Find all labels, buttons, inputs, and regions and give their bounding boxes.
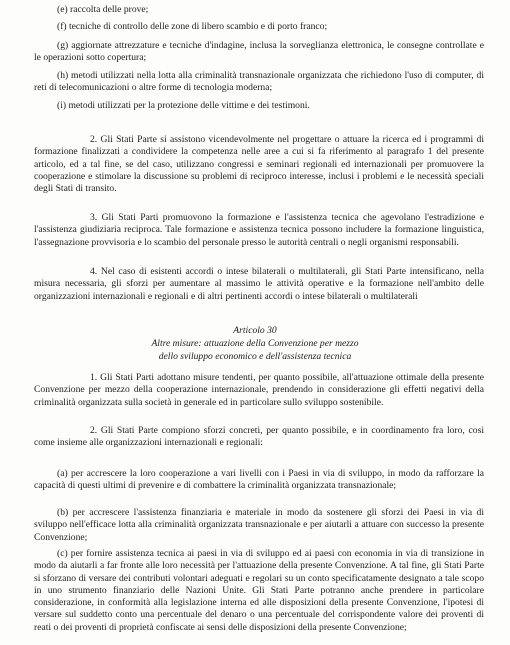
paragraph-4: 4. Nel caso di esistenti accordi o intese bilaterali o multilaterali, gli Stati Parte intensificano, nella misura necessaria, gli sforzi per aumentare al massimo le attività operative e la formazione nell'ambito delle organizzazioni internazionali e regionali e di altri pertinenti accordi o intese bilaterali o multilaterali	[34, 266, 484, 302]
article-item-a: (a) per accrescere la loro cooperazione a vari livelli con i Paesi in via di sviluppo, in modo da rafforzare la capacità di questi ultimi di prevenire e di combattere la criminalità organizzata transnazionale;	[34, 468, 484, 492]
article-title-line1: Altre misure: attuazione della Convenzione per mezzo	[151, 338, 359, 349]
paragraph-2: 2. Gli Stati Parte si assistono vicendevolmente nel progettare o attuare la ricerca ed i programmi di formazione finalizzati a condividere la competenza nelle aree a cui si fa riferimento al paragrafo 1 del presente articolo, ed a tal fine, se del caso, utilizzano congressi e seminari regionali ed internazionali per promuovere la cooperazione e stimolare la discussione su problemi di reciproco interesse, inclusi i problemi e le necessità speciali degli Stati di transito.	[34, 134, 484, 195]
article-paragraph-2: 2. Gli Stati Parte compiono sforzi concreti, per quanto possibile, e in coordinamento fra loro, così come insieme alle organizzazioni internazionali e regionali:	[34, 425, 484, 449]
list-item-i: (i) metodi utilizzati per la protezione delle vittime e dei testimoni.	[57, 100, 310, 111]
list-item-f: (f) tecniche di controllo delle zone di libero scambio e di porto franco;	[57, 21, 328, 32]
article-paragraph-1: 1. Gli Stati Parti adottano misure tendenti, per quanto possibile, all'attuazione ottimale della presente Convenzione per mezzo della cooperazione internazionale, prendendo in considerazione gli effetti negativi della criminalità organizzata sulla società in generale ed in particolare sullo sviluppo sostenibile.	[34, 372, 484, 408]
article-item-b: (b) per accrescere l'assistenza finanziaria e materiale in modo da sostenere gli sforzi dei Paesi in via di sviluppo nell'efficace lotta alla criminalità organizzata transnazionale e per aiutarli a attuare con successo la presente Convenzione;	[34, 507, 484, 543]
list-item-e: (e) raccolta delle prove;	[57, 4, 149, 15]
list-item-h: (h) metodi utilizzati nella lotta alla criminalità transnazionale organizzata che richiedono l'uso di computer, di reti di telecomunicazioni o altre forme di tecnologia moderna;	[34, 70, 484, 94]
paragraph-3: 3. Gli Stati Parti promuovono la formazione e l'assistenza tecnica che agevolano l'estradizione e l'assistenza giudiziaria reciproca. Tale formazione e assistenza tecnica possono includere la formazione linguistica, l'assegnazione provvisoria e lo scambio del personale presso le autorità centrali o negli organismi responsabili.	[34, 212, 484, 248]
list-item-g: (g) aggiornate attrezzature e tecniche d'indagine, inclusa la sorveglianza elettronica, le consegne controllate e le operazioni sotto copertura;	[34, 40, 484, 64]
article-number: Articolo 30	[233, 325, 277, 336]
article-title-line2: dello sviluppo economico e dell'assistenza tecnica	[158, 351, 352, 362]
article-item-c: (c) per fornire assistenza tecnica ai paesi in via di sviluppo ed ai paesi con economia in via di transizione in modo da aiutarli a far fronte alle loro necessità per l'attuazione della presente Convenzione. A tal fine, gli Stati Parte si sforzano di versare dei contributi volontari adeguati e regolari su un conto specificatamente designato a tale scopo in uno strumento finanziario delle Nazioni Unite. Gli Stati Parte potranno anche prendere in particolare considerazione, in conformità alla legislazione interna ed alle disposizioni della presente Convenzione, l'ipotesi di versare sul suddetto conto una percentuale del denaro o una percentuale del corrispondente valore dei proventi di reati o dei proventi di proprietà confiscate ai sensi delle disposizioni della presente Convenzione;	[34, 548, 484, 633]
